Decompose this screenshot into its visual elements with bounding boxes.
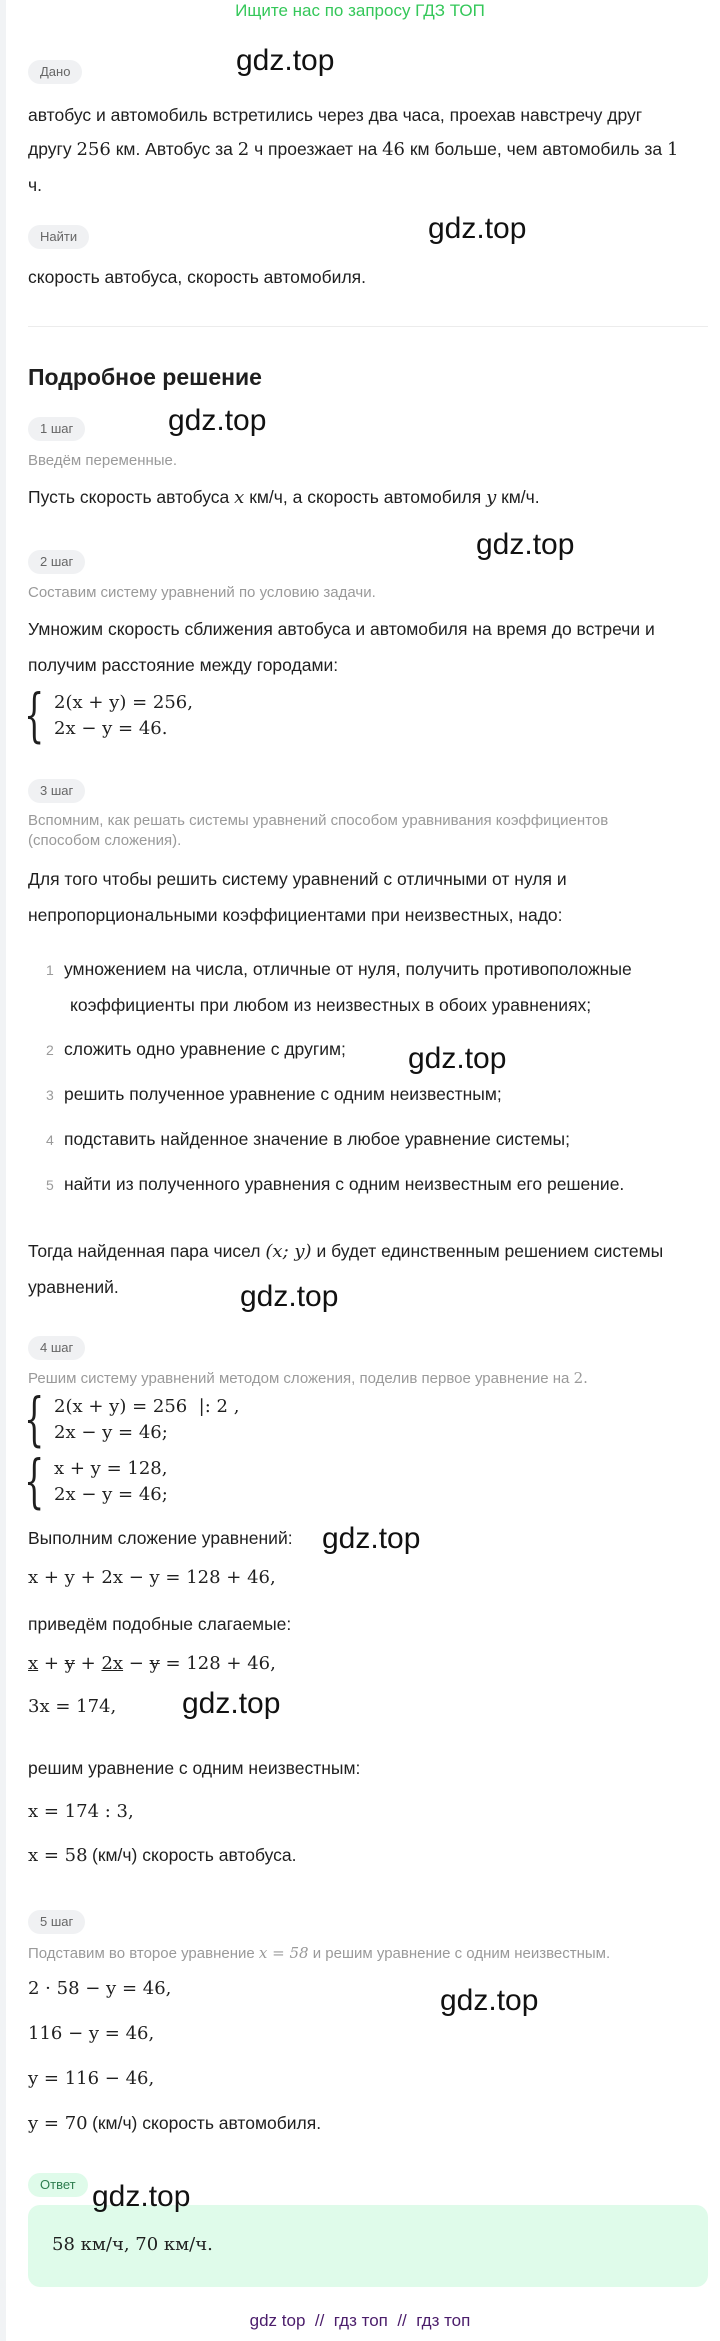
given-number: 2 (237, 139, 250, 160)
system-brace: { (24, 1385, 45, 1453)
step5-hint-text: и решим уравнение с одним неизвестным. (312, 1945, 611, 1962)
given-text: км больше, чем автомобиль за (409, 139, 663, 159)
list-number: 4 (46, 1132, 54, 1148)
watermark: gdz.top (476, 528, 575, 561)
equation: 116 − y = 46, (28, 2023, 155, 2044)
list-number: 5 (46, 1177, 54, 1193)
equation: x = 174 : 3, (28, 1801, 134, 1822)
watermark: gdz.top (92, 2180, 191, 2213)
step4-pill: 4 шаг (28, 1336, 85, 1360)
watermark: gdz.top (408, 1042, 507, 1075)
step3-pill: 3 шаг (28, 779, 85, 803)
find-pill: Найти (28, 225, 89, 249)
equation-rest: = 128 + 46, (165, 1653, 276, 1674)
answer-text: 58 км/ч, 70 км/ч. (52, 2234, 213, 2255)
operator: − (128, 1653, 144, 1674)
step4-hint-text: Решим систему уравнений методом сложения, поделив первое уравнение на (28, 1370, 570, 1387)
list-number: 1 (46, 962, 54, 978)
equation: y = 70 (28, 2113, 88, 2134)
step4-solve-text: решим уравнение с одним неизвестным: (28, 1758, 361, 1778)
conclusion-text-a: Тогда найденная пара чисел (28, 1241, 261, 1261)
list-number: 2 (46, 1042, 54, 1058)
step1-text-b: км/ч, а скорость автомобиля (249, 487, 482, 507)
result-text: (км/ч) скорость автомобиля. (92, 2113, 322, 2133)
var-y: y (486, 487, 497, 508)
list-item: коэффициенты при любом из неизвестных в обоих уравнениях; (70, 995, 592, 1015)
equation: x = 58 (28, 1845, 88, 1866)
given-line-2 (28, 130, 678, 169)
step3-conclusion (28, 1232, 663, 1271)
divider (28, 326, 708, 327)
step2-line-1: Умножим скорость сближения автобуса и автомобиля на время до встречи и (28, 619, 655, 639)
step1-text-a: Пусть скорость автобуса (28, 487, 230, 507)
step2-line-2: получим расстояние между городами: (28, 655, 339, 675)
equation: 2(x + y) = 256, (54, 692, 193, 713)
step5-hint-text: Подставим во второе уравнение (28, 1945, 255, 1962)
list-item: подставить найденное значение в любое уравнение системы; (64, 1129, 570, 1149)
step3-conclusion-2: уравнений. (28, 1277, 119, 1297)
step1-hint: Введём переменные. (28, 452, 178, 469)
watermark: gdz.top (428, 212, 527, 245)
step2-hint: Составим систему уравнений по условию задачи. (28, 584, 376, 601)
equation: 2x − y = 46. (54, 718, 168, 739)
system-brace: { (24, 681, 45, 749)
equation: 2x − y = 46; (54, 1484, 168, 1505)
equation: 2 · 58 − y = 46, (28, 1978, 172, 1999)
step1-text (28, 478, 540, 517)
step3-intro-2: непропорциональными коэффициентами при неизвестных, надо: (28, 905, 563, 925)
step5-pill: 5 шаг (28, 1910, 85, 1934)
step4-like-text: приведём подобные слагаемые: (28, 1614, 292, 1634)
watermark: gdz.top (440, 1984, 539, 2017)
equation-like-terms (28, 1653, 276, 1674)
step4-hint-number: 2. (573, 1369, 588, 1387)
step3-hint-2: (способом сложения). (28, 832, 182, 849)
equation: x + y + 2x − y = 128 + 46, (28, 1567, 276, 1588)
list-item: сложить одно уравнение с другим; (64, 1039, 346, 1059)
watermark: gdz.top (322, 1522, 421, 1555)
term: 2x (101, 1653, 124, 1674)
equation: 2x − y = 46; (54, 1422, 168, 1443)
term: x (28, 1653, 39, 1674)
given-number: 256 (76, 139, 111, 160)
term-cancelled: y (64, 1653, 75, 1674)
watermark: gdz.top (240, 1280, 339, 1313)
step5-hint (28, 1943, 610, 1964)
top-banner[interactable]: Ищите нас по запросу ГДЗ ТОП (235, 1, 485, 20)
given-pill: Дано (28, 60, 82, 84)
equation: 2(x + y) = 256 |: 2 , (54, 1396, 240, 1417)
step5-hint-math: x = 58 (258, 1944, 309, 1962)
equation: 3x = 174, (28, 1696, 117, 1717)
given-line-1: автобус и автомобиль встретились через два часа, проехав навстречу друг (28, 105, 643, 125)
given-number: 1 (666, 139, 679, 160)
list-item: решить полученное уравнение с одним неизвестным; (64, 1084, 502, 1104)
left-border (0, 0, 6, 2341)
step4-hint (28, 1368, 588, 1389)
answer-pill: Ответ (28, 2173, 88, 2197)
find-text: скорость автобуса, скорость автомобиля. (28, 267, 366, 287)
system-brace: { (24, 1447, 45, 1515)
given-text: км. Автобус за (115, 139, 233, 159)
conclusion-text-b: и будет единственным решением системы (316, 1241, 664, 1261)
list-number: 3 (46, 1087, 54, 1103)
operator: + (80, 1653, 96, 1674)
list-item: найти из полученного уравнения с одним неизвестным его решение. (64, 1174, 625, 1194)
watermark: gdz.top (236, 44, 335, 77)
step1-pill: 1 шаг (28, 417, 85, 441)
given-text: ч проезжает на (254, 139, 378, 159)
step3-intro-1: Для того чтобы решить систему уравнений с отличными от нуля и (28, 869, 567, 889)
watermark: gdz.top (168, 404, 267, 437)
step5-result (28, 2113, 321, 2134)
step2-pill: 2 шаг (28, 550, 85, 574)
result-text: (км/ч) скорость автобуса. (92, 1845, 297, 1865)
equation: y = 116 − 46, (28, 2068, 155, 2089)
var-x: x (234, 487, 245, 508)
term-cancelled: y (149, 1653, 160, 1674)
footer-links[interactable]: gdz top // гдз топ // гдз топ (249, 2311, 471, 2330)
step4-result (28, 1845, 297, 1866)
step1-text-c: км/ч. (501, 487, 540, 507)
step4-add-text: Выполним сложение уравнений: (28, 1528, 293, 1548)
given-number: 46 (382, 139, 406, 160)
equation: x + y = 128, (54, 1458, 168, 1479)
given-line-3: ч. (28, 175, 42, 195)
given-text: другу (28, 139, 72, 159)
solution-title: Подробное решение (28, 364, 262, 390)
step3-hint-1: Вспомним, как решать системы уравнений способом уравнивания коэффициентов (28, 812, 609, 829)
operator: + (43, 1653, 59, 1674)
pair: (x; y) (265, 1241, 312, 1262)
list-item: умножением на числа, отличные от нуля, получить противоположные (64, 959, 632, 979)
watermark: gdz.top (182, 1687, 281, 1720)
